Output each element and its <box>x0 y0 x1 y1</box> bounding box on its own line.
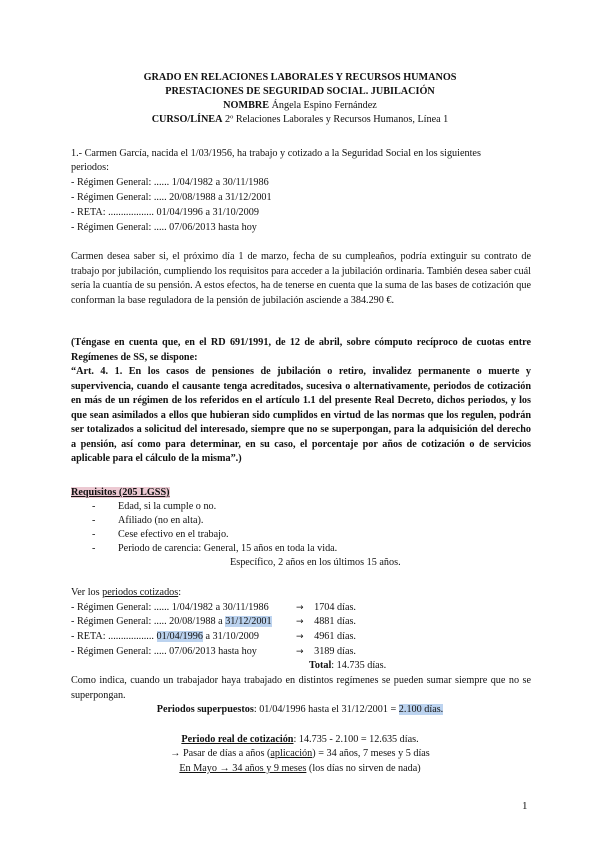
requirements-heading <box>71 486 170 499</box>
analysis-intro <box>71 586 181 599</box>
requirement-item: - Cese efectivo en el trabajo. <box>92 529 229 540</box>
row-result <box>296 645 356 659</box>
name-line <box>0 99 600 112</box>
analysis-row <box>71 601 269 614</box>
total-label: Total <box>309 660 332 671</box>
row-result <box>296 601 356 615</box>
analysis-intro-link: periodos cotizados <box>102 587 179 598</box>
case-intro-line-1: 1.- Carmen García, nacida el 1/03/1956, ha trabajo y cotizado a la Seguridad Social en los siguientes <box>71 148 481 159</box>
may-line <box>0 762 600 775</box>
requirement-item: - Afiliado (no en alta). <box>92 515 204 526</box>
analysis-row <box>71 615 272 628</box>
may-note: (los días no sirven de nada) <box>306 763 421 774</box>
course-line <box>0 113 600 126</box>
period-4: - Régimen General: ..... 07/06/2013 hasta hoy <box>71 222 257 233</box>
real-text: : 14.735 - 2.100 = 12.635 días. <box>293 734 419 745</box>
arrow-icon: → <box>296 603 304 613</box>
convert-prefix: → Pasar de días a años ( <box>170 748 271 759</box>
analysis-row <box>71 630 259 643</box>
overlap-value: 2.100 días. <box>398 704 444 715</box>
period-1: - Régimen General: ...... 1/04/1982 a 30/11/1986 <box>71 177 269 188</box>
analysis-intro-suffix: : <box>178 587 182 598</box>
arrow-icon: → <box>296 647 304 657</box>
analysis-row <box>71 645 257 658</box>
row-text: - Régimen General: ...... 1/04/1982 a 30/11/1986 <box>71 602 269 613</box>
row-text: - Régimen General: ..... 07/06/2013 hasta hoy <box>71 646 257 657</box>
requirements-heading-text: Requisitos (205 LGSS) <box>71 487 170 498</box>
overlap-line <box>0 703 600 716</box>
case-intro-line-2: periodos: <box>71 162 109 173</box>
arrow-icon: → <box>296 632 304 642</box>
name-label: NOMBRE <box>223 100 270 111</box>
name-value: Ángela Espino Fernández <box>271 100 377 111</box>
overlap-label: Periodos superpuestos <box>156 704 254 715</box>
requirement-text: Afiliado (no en alta). <box>118 515 204 526</box>
title-line-2: PRESTACIONES DE SEGURIDAD SOCIAL. JUBILACIÓN <box>165 86 435 97</box>
total-value: : 14.735 días. <box>331 660 387 671</box>
case-paragraph: Carmen desea saber si, el próximo día 1 de marzo, fecha de su cumpleaños, podría extinguir su contrato de trabajo por jubilación, cumpliendo los requisitos para acceder a la jubilación ordinaria. También desea saber cuál sería la cuantía de su pensión. A estos efectos, ha de tenerse en cuenta que la suma de las bases de cotización que conforman la base reguladora de la pensión de jubilación asciende a 384.290 €. <box>71 251 531 306</box>
may-label: En Mayo → 34 años y 9 meses <box>179 763 307 774</box>
overlap-text: : 01/04/1996 hasta el 31/12/2001 = <box>253 704 399 715</box>
requirement-text: Edad, si la cumple o no. <box>118 501 217 512</box>
row-text: - RETA: .................. <box>71 631 157 642</box>
course-value: 2º Relaciones Laborales y Recursos Humanos, Línea 1 <box>225 114 449 125</box>
row-days: 3189 días. <box>314 646 356 657</box>
title-line-1: GRADO EN RELACIONES LABORALES Y RECURSOS HUMANOS <box>143 72 457 83</box>
period-2: - Régimen General: ..... 20/08/1988 a 31/12/2001 <box>71 192 272 203</box>
row-result <box>296 615 356 629</box>
convert-line <box>0 747 600 760</box>
row-result <box>296 630 356 644</box>
period-3: - RETA: .................. 01/04/1996 a 31/10/2009 <box>71 207 259 218</box>
real-label: Periodo real de cotización <box>181 734 294 745</box>
row-highlight: 31/12/2001 <box>225 616 272 627</box>
page-number: 1 <box>522 800 528 812</box>
real-line <box>0 733 600 746</box>
row-days: 1704 días. <box>314 602 356 613</box>
convert-suffix: ) = 34 años, 7 meses y 5 días <box>312 748 430 759</box>
row-text-post: a 31/10/2009 <box>202 631 259 642</box>
requirement-item: - Edad, si la cumple o no. <box>92 501 217 512</box>
total-line <box>309 659 386 672</box>
legal-note: (Téngase en cuenta que, en el RD 691/1991, de 12 de abril, sobre cómputo recíproco de cuotas entre Regímenes de SS, se dispone: <box>71 337 531 363</box>
row-days: 4961 días. <box>314 631 356 642</box>
convert-link: aplicación <box>270 748 313 759</box>
requirement-text: Periodo de carencia: General, 15 años en toda la vida. <box>118 543 338 554</box>
row-highlight: 01/04/1996 <box>156 631 203 642</box>
row-days: 4881 días. <box>314 616 356 627</box>
arrow-icon: → <box>296 617 304 627</box>
legal-quote: “Art. 4. 1. En los casos de pensiones de jubilación o retiro, invalidez permanente o muerte y supervivencia, cuando el causante tenga acreditados, sucesiva o alternativamente, periodos de cotización en más de un régimen de los referidos en el artículo 1.1 del presente Real Decreto, dichos periodos, y los que sean asimilados a ellos que hubieran sido cumplidos en virtud de las normas que los regulen, podrán ser totalizados a solicitud del interesado, siempre que no se superpongan, para la adquisición del derecho a pensión, así como para determinar, en su caso, el porcentaje por años de cotización o de servicios aplicable para el cálculo de la misma”.) <box>71 366 531 464</box>
explanation: Como indica, cuando un trabajador haya trabajado en distintos regímenes se pueden sumar siempre que no se superpongan. <box>71 675 531 701</box>
requirement-item: - Periodo de carencia: General, 15 años en toda la vida. <box>92 543 338 554</box>
analysis-intro-prefix: Ver los <box>71 587 103 598</box>
row-text: - Régimen General: ..... 20/08/1988 a <box>71 616 226 627</box>
course-label: CURSO/LÍNEA <box>151 114 223 125</box>
requirement-text: Cese efectivo en el trabajo. <box>118 529 229 540</box>
requirement-specific: Específico, 2 años en los últimos 15 años. <box>230 557 401 568</box>
